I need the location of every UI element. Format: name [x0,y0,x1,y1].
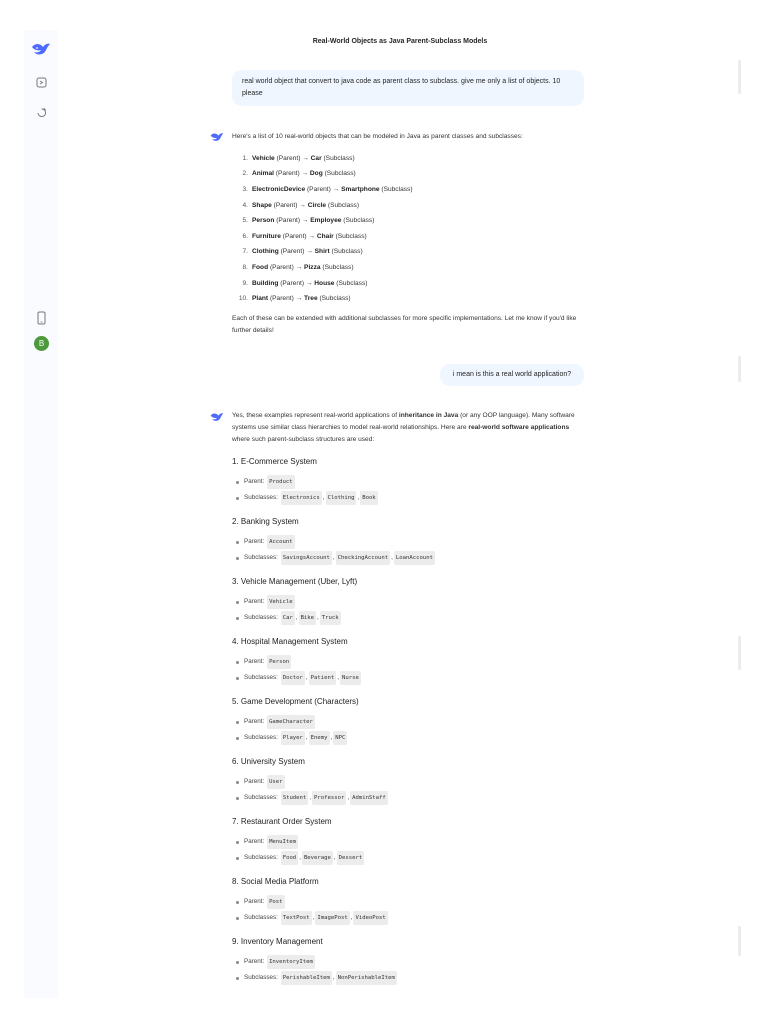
subclass-tag: (Subclass) [341,217,375,225]
parent-tag: (Parent) → [271,201,308,209]
subclass: Dog [309,170,323,178]
parent-bullet [232,954,584,970]
separator: , [312,914,315,921]
parent-class: Animal [252,170,274,178]
parent-tag: (Parent) → [268,295,305,303]
code-chip: Car [281,611,295,625]
separator: , [332,554,335,561]
parent-label: Parent: [244,958,267,965]
bullet-dot [236,977,239,980]
parent-label: Parent: [244,838,267,845]
bullet-dot [236,601,239,604]
list-number: 6. [242,232,248,240]
code-chip: ImagePost [315,911,349,925]
parent-class: Shape [252,201,272,209]
subclass-tag: (Subclass) [320,263,354,271]
subclass-tag: (Subclass) [317,295,351,303]
code-chip: SavingsAccount [281,551,332,565]
bullet-dot [236,917,239,920]
list-number: 9. [242,279,248,287]
chat-history-icon[interactable] [24,102,58,122]
code-chip: Truck [320,611,341,625]
parent-bullet [232,474,584,490]
list-number: 5. [242,217,248,225]
parent-bullet [232,654,584,670]
separator: , [333,854,336,861]
parent-class: Plant [252,295,269,303]
assistant-avatar-icon [210,130,224,142]
parent-label: Parent: [244,718,267,725]
parent-tag: (Parent) → [274,217,311,225]
mobile-app-icon[interactable] [24,308,58,328]
list-number: 4. [242,201,248,209]
parent-tag: (Parent) → [280,232,317,240]
subclasses-bullet [232,730,584,746]
code-chip: Person [267,655,291,669]
code-chip: AdminStaff [350,791,388,805]
object-list [232,151,584,307]
separator: , [332,974,335,981]
code-chip: Nurse [340,671,361,685]
list-item [232,260,584,276]
application-section [232,450,584,506]
separator: , [305,734,308,741]
application-section [232,510,584,566]
bullet-dot [236,721,239,724]
list-item [232,167,584,183]
list-item [232,245,584,261]
separator: , [357,494,360,501]
subclass-tag: (Subclass) [333,232,367,240]
subclass: Car [310,154,322,162]
new-chat-icon[interactable] [24,72,58,92]
parent-bullet [232,894,584,910]
parent-class: Person [252,217,275,225]
assistant-message [232,131,584,337]
code-chip: TextPost [281,911,312,925]
code-chip: Product [267,475,295,489]
subclasses-bullet [232,550,584,566]
separator: , [299,854,301,861]
separator: , [337,674,339,681]
parent-bullet [232,834,584,850]
subclass: Circle [307,201,327,209]
intro-bold: inheritance in Java [398,412,459,419]
assistant-intro: Here's a list of 10 real-world objects that can be modeled in Java as parent classes and subclasses: [232,133,523,140]
assistant-avatar-icon [210,410,224,422]
intro-text: (or any OOP language). Many software systems use similar class hierarchies to model real-world relationships. Here are [232,412,575,431]
separator: , [317,614,319,621]
parent-label: Parent: [244,538,267,545]
subclasses-bullet [232,850,584,866]
subclasses-label: Subclasses: [244,674,280,681]
code-chip: InventoryItem [267,955,315,969]
subclass: Smartphone [341,185,380,193]
parent-label: Parent: [244,898,267,905]
application-section [232,630,584,686]
subclasses-label: Subclasses: [244,794,280,801]
list-number: 1. [242,154,248,162]
code-chip: Professor [312,791,346,805]
code-chip: NPC [333,731,347,745]
bullet-dot [236,541,239,544]
whale-logo-icon[interactable] [24,38,58,60]
list-item [232,276,584,292]
separator: , [391,554,393,561]
subclasses-bullet [232,670,584,686]
parent-label: Parent: [244,658,267,665]
separator: , [305,674,308,681]
assistant-outro: Each of these can be extended with additional subclasses for more specific implementations. Let me know if you'd like further details! [232,314,577,334]
subclass-tag: (Subclass) [379,185,413,193]
list-item [232,151,584,167]
application-section [232,750,584,806]
separator: , [350,914,353,921]
application-list [232,450,584,986]
parent-bullet [232,594,584,610]
subclasses-label: Subclasses: [244,914,280,921]
subclasses-label: Subclasses: [244,494,280,501]
list-item [232,229,584,245]
subclasses-label: Subclasses: [244,554,280,561]
parent-tag: (Parent) → [274,154,311,162]
parent-tag: (Parent) → [278,248,315,256]
scroll-marker [738,60,741,94]
parent-tag: (Parent) → [273,170,310,178]
subclasses-bullet [232,790,584,806]
parent-label: Parent: [244,478,267,485]
code-chip: Beverage [302,851,333,865]
code-chip: Doctor [281,671,305,685]
scroll-marker [738,926,741,956]
code-chip: LoanAccount [394,551,435,565]
bullet-dot [236,661,239,664]
subclass-tag: (Subclass) [334,279,368,287]
bullet-dot [236,737,239,740]
bullet-dot [236,481,239,484]
subclasses-label: Subclasses: [244,974,280,981]
section-heading: 8. Social Media Platform [232,877,319,886]
section-heading: 4. Hospital Management System [232,637,348,646]
section-heading: 9. Inventory Management [232,937,323,946]
code-chip: GameCharacter [267,715,315,729]
parent-class: Food [252,263,269,271]
subclasses-bullet [232,910,584,926]
parent-label: Parent: [244,598,267,605]
intro-bold: real-world software applications [468,424,570,431]
code-chip: Post [267,895,284,909]
code-chip: PerishableItem [281,971,332,985]
subclasses-label: Subclasses: [244,854,280,861]
separator: , [330,734,333,741]
scroll-marker [738,636,741,670]
user-message: real world object that convert to java code as parent class to subclass. give me only a list of objects. 10 please [232,70,584,106]
code-chip: Player [281,731,305,745]
section-heading: 5. Game Development (Characters) [232,697,359,706]
list-number: 3. [242,185,248,193]
bullet-dot [236,857,239,860]
code-chip: Student [281,791,309,805]
subclasses-bullet [232,970,584,986]
bullet-dot [236,677,239,680]
code-chip: CheckingAccount [336,551,391,565]
intro-text: where such parent-subclass structures are used: [232,436,375,443]
list-item [232,291,584,307]
bullet-dot [236,497,239,500]
subclass-tag: (Subclass) [326,201,360,209]
parent-class: ElectronicDevice [252,185,306,193]
parent-class: Clothing [252,248,279,256]
bullet-dot [236,841,239,844]
parent-tag: (Parent) → [278,279,315,287]
subclasses-bullet [232,610,584,626]
list-number: 2. [242,170,248,178]
application-section [232,870,584,926]
code-chip: Book [360,491,377,505]
parent-class: Vehicle [252,154,275,162]
parent-bullet [232,714,584,730]
parent-tag: (Parent) → [268,263,305,271]
bullet-dot [236,617,239,620]
subclass: Pizza [304,263,321,271]
subclass: Tree [304,295,318,303]
list-item [232,182,584,198]
list-item [232,213,584,229]
parent-class: Building [252,279,279,287]
section-heading: 6. University System [232,757,305,766]
separator: , [295,614,298,621]
subclasses-label: Subclasses: [244,614,280,621]
scroll-marker [738,356,741,382]
bullet-dot [236,901,239,904]
section-heading: 3. Vehicle Management (Uber, Lyft) [232,577,358,586]
code-chip: Enemy [309,731,330,745]
list-number: 10. [238,295,248,303]
code-chip: Electronics [281,491,322,505]
intro-text: Yes, these examples represent real-world applications of [232,412,399,419]
subclasses-label: Subclasses: [244,734,280,741]
separator: , [309,794,312,801]
code-chip: Patient [309,671,337,685]
assistant-message [232,410,584,986]
code-chip: VideoPost [353,911,387,925]
parent-tag: (Parent) → [305,185,342,193]
section-heading: 1. E-Commerce System [232,457,317,466]
section-heading: 7. Restaurant Order System [232,817,332,826]
application-section [232,810,584,866]
separator: , [322,494,325,501]
page-title: Real-World Objects as Java Parent-Subclass Models [312,38,488,45]
application-section [232,690,584,746]
code-chip: Food [281,851,298,865]
application-section [232,930,584,986]
code-chip: Clothing [326,491,357,505]
code-chip: Account [267,535,295,549]
list-item [232,198,584,214]
code-chip: MenuItem [267,835,298,849]
bullet-dot [236,961,239,964]
separator: , [347,794,350,801]
code-chip: NonPerishableItem [336,971,397,985]
subclass-tag: (Subclass) [329,248,363,256]
bullet-dot [236,557,239,560]
assistant-intro [232,410,584,446]
subclass: Shirt [314,248,330,256]
subclass: Chair [316,232,334,240]
code-chip: Dessert [337,851,365,865]
application-section [232,570,584,626]
subclasses-bullet [232,490,584,506]
parent-label: Parent: [244,778,267,785]
subclass-tag: (Subclass) [321,154,355,162]
avatar[interactable]: B [34,336,49,351]
code-chip: User [267,775,284,789]
bullet-dot [236,797,239,800]
parent-bullet [232,774,584,790]
code-chip: Vehicle [267,595,295,609]
subclass-tag: (Subclass) [322,170,356,178]
bullet-dot [236,781,239,784]
list-number: 8. [242,263,248,271]
parent-class: Furniture [252,232,281,240]
code-chip: Bike [299,611,316,625]
section-heading: 2. Banking System [232,517,299,526]
subclass: House [314,279,335,287]
subclass: Employee [310,217,342,225]
sidebar [24,30,58,998]
parent-bullet [232,534,584,550]
list-number: 7. [242,248,248,256]
user-message: i mean is this a real world application? [440,364,584,386]
